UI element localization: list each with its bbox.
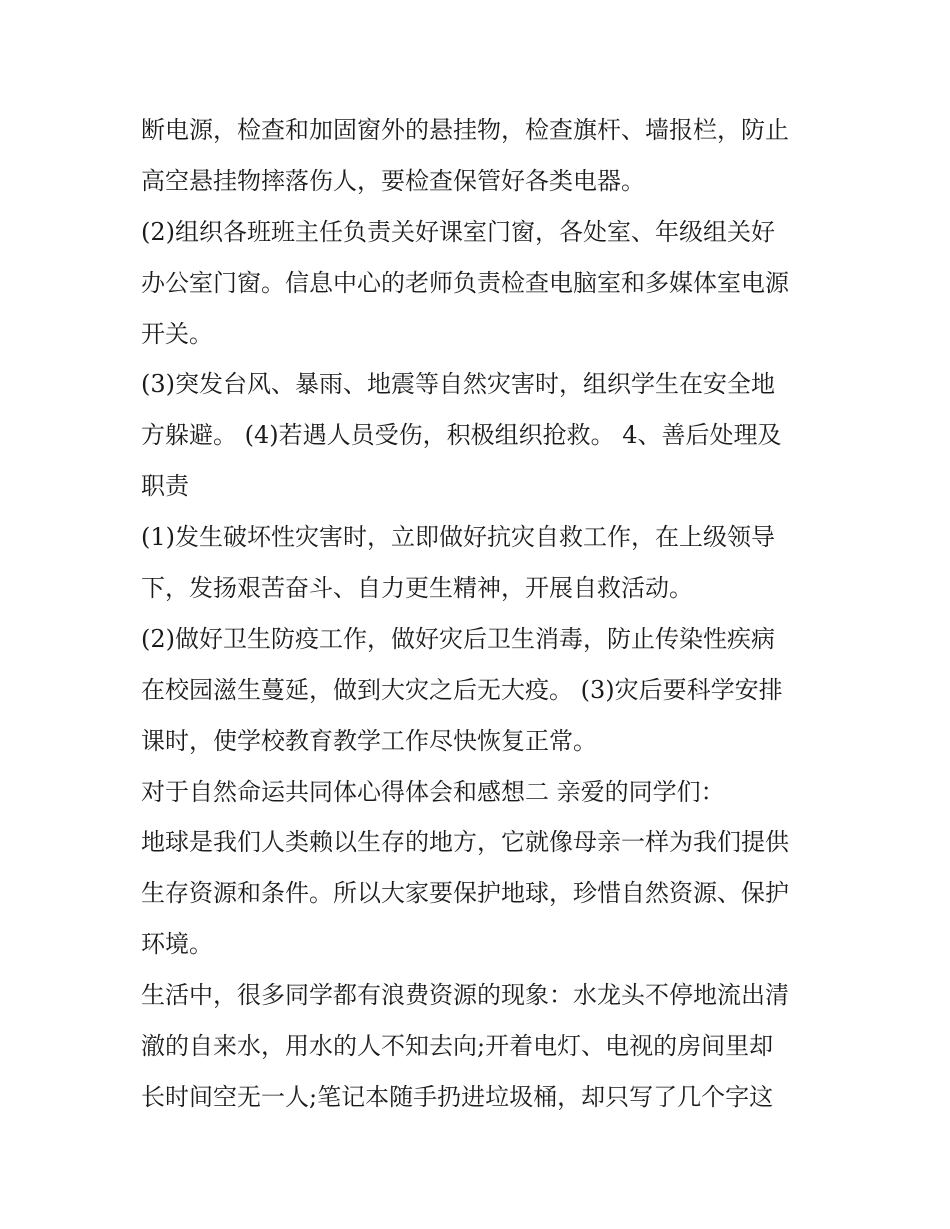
text-line: 职责 (141, 472, 189, 501)
text-line: 办公室门窗。信息中心的老师负责检查电脑室和多媒体室电源 (141, 268, 789, 297)
text-line: 在校园滋生蔓延，做到大灾之后无大疫。 (3)灾后要科学安排 (141, 675, 783, 704)
text-line: 高空悬挂物摔落伤人，要检查保管好各类电器。 (141, 166, 645, 195)
text-line: 生存资源和条件。所以大家要保护地球，珍惜自然资源、保护 (141, 879, 789, 908)
text-line: 地球是我们人类赖以生存的地方，它就像母亲一样为我们提供 (141, 828, 789, 857)
text-line: (3)突发台风、暴雨、地震等自然灾害时，组织学生在安全地 (141, 370, 775, 399)
text-line: (1)发生破坏性灾害时，立即做好抗灾自救工作，在上级领导 (141, 523, 775, 552)
text-line: 长时间空无一人;笔记本随手扔进垃圾桶，却只写了几个字这 (141, 1082, 774, 1111)
text-line: 开关。 (141, 319, 213, 348)
text-line: 断电源，检查和加固窗外的悬挂物，检查旗杆、墙报栏，防止 (141, 116, 789, 144)
text-line: 环境。 (141, 930, 213, 959)
text-line: 课时，使学校教育教学工作尽快恢复正常。 (141, 726, 597, 755)
text-line: 下，发扬艰苦奋斗、自力更生精神，开展自救活动。 (141, 574, 693, 603)
text-line: 方躲避。 (4)若遇人员受伤，积极组织抢救。 4、善后处理及 (141, 421, 782, 450)
text-line: 生活中，很多同学都有浪费资源的现象：水龙头不停地流出清 (141, 981, 789, 1010)
text-line: 澈的自来水，用水的人不知去向;开着电灯、电视的房间里却 (141, 1032, 774, 1061)
document-body (141, 105, 821, 1123)
text-line: (2)组织各班班主任负责关好课室门窗，各处室、年级组关好 (141, 217, 775, 246)
text-line: (2)做好卫生防疫工作，做好灾后卫生消毒，防止传染性疾病 (141, 624, 775, 653)
text-line: 对于自然命运共同体心得体会和感想二 亲爱的同学们： (141, 777, 725, 806)
